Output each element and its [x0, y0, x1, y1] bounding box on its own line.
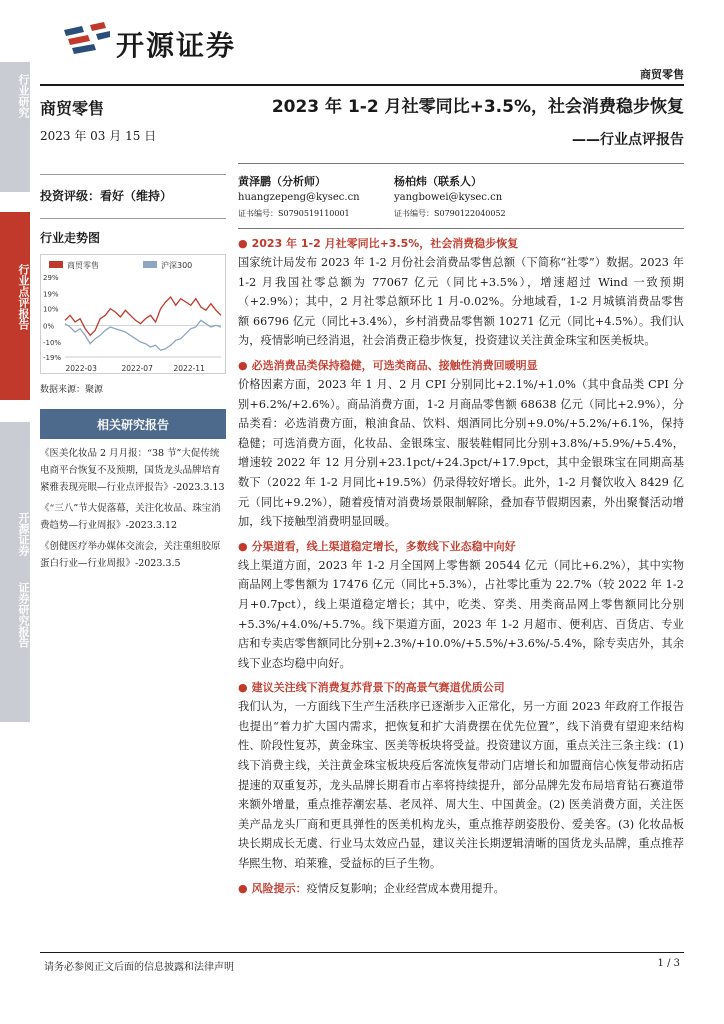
trend-chart-title: 行业走势图 — [40, 231, 101, 245]
industry-title: 商贸零售 — [40, 99, 105, 118]
x-tick-label: 2022-03 — [65, 364, 97, 373]
y-tick-label: 0% — [43, 322, 55, 331]
section-risk — [238, 880, 684, 898]
legend-swatch — [49, 261, 63, 268]
related-reports-list — [40, 445, 226, 572]
chart-source: 数据来源：聚源 — [40, 385, 104, 395]
risk-text: 疫情反复影响；企业经营成本费用提升。 — [306, 881, 505, 895]
section-categories — [238, 357, 684, 532]
investment-rating: 投资评级：看好（维持） — [40, 183, 226, 219]
side-label-company: 开源证券 — [17, 512, 30, 556]
bullet-icon: ● — [238, 681, 248, 695]
analyst-block — [238, 174, 684, 226]
company-logo-text: 开源证券 — [116, 29, 237, 62]
y-tick-label: -19% — [43, 354, 62, 362]
analyst-name: 黄泽鹏（分析师） — [238, 175, 326, 188]
bullet-icon: ● — [238, 237, 248, 250]
report-title: 2023 年 1-2 月社零同比+3.5%，社会消费稳步恢复 — [271, 97, 684, 117]
title-divider — [238, 163, 684, 164]
side-strip-bottom — [0, 422, 30, 722]
header-divider — [40, 84, 684, 86]
section-body: 线上渠道方面，2023 年 1-2 月全国网上零售额 20544 亿元（同比+6.2%），其中实物商品网上零售额为 17476 亿元（同比+5.3%），占社零比重为 22.7%（较 2022 年 1-2 月+0.7pct），线上渠道稳定增长；其中，吃类、穿类、用类商品网上零售额同比分别+5.3%/+4.0%/+5.7%。线下渠道方面，2023 年 1-2 月超市、便利店、百货店、专业店和专卖店零售额同比分别+2.3%/+10.0%/+5.5%/+3.6%/-5.4%，除专卖店外，其余线下业态均稳中向好。 — [238, 558, 684, 670]
report-subtitle: ——行业点评报告 — [572, 132, 684, 148]
analyst-cert: 证书编号：S0790519110001 — [238, 209, 350, 218]
header-category: 商贸零售 — [640, 68, 684, 81]
side-label-report-type: 行业点评报告 — [17, 264, 30, 330]
x-tick-label: 2022-07 — [121, 364, 153, 373]
section-channels — [238, 538, 684, 674]
bullet-icon: ● — [238, 539, 248, 553]
left-column — [40, 96, 226, 576]
series-line — [65, 297, 221, 335]
y-tick-label: 10% — [43, 305, 59, 314]
risk-notice — [238, 880, 684, 898]
section-body: 我们认为，一方面线下生产生活秩序已逐渐步入正常化，另一方面 2023 年政府工作报告也提出“着力扩大国内需求，把恢复和扩大消费摆在优先位置”，线下消费有望迎来结构性、阶段性复苏，黄金珠宝、医美等板块将受益。投资建议方面，重点关注三条主线：(1) 线下消费主线，关注黄金珠宝板块疫后客流恢复带动门店增长和加盟商信心恢复带动拓店提速的双重复苏，龙头品牌长期看市占率将持续提升，部分品牌先发布局培育钻石赛道带来额外增量，重点推荐潮宏基、老凤祥、周大生、中国黄金。(2) 医美消费方面，关注医美产品龙头厂商和更具弹性的医美机构龙头，重点推荐朗姿股份、爱美客。(3) 化妆品板块长期成长无虞、行业马太效应凸显，建议关注长期逻辑清晰的国货龙头品牌，重点推荐华熙生物、珀莱雅，受益标的巨子生物。 — [238, 700, 684, 871]
section-retail-sales — [238, 235, 684, 351]
page-number: 1 / 3 — [657, 958, 680, 969]
rating-divider — [40, 174, 226, 175]
side-label-research: 行业研究 — [17, 74, 30, 118]
side-label-securities-report: 证券研究报告 — [17, 582, 30, 648]
page-header — [0, 0, 724, 86]
analyst-primary — [238, 174, 360, 222]
y-tick-label: -10% — [43, 339, 62, 347]
side-strip — [0, 62, 30, 962]
bullet-icon: ● — [238, 881, 248, 895]
analyst-contact — [394, 174, 506, 222]
footer-divider — [40, 952, 684, 953]
section-recommendation — [238, 679, 684, 873]
analyst-divider — [238, 228, 684, 229]
section-heading: ● 2023 年 1-2 月社零同比+3.5%，社会消费稳步恢复 — [238, 237, 519, 250]
analyst-email[interactable]: huangzepeng@kysec.cn — [238, 192, 360, 203]
related-report-item[interactable]: 《“三八”节大促落幕，关注化妆品、珠宝消费趋势—行业周报》-2023.3.12 — [40, 503, 221, 531]
y-tick-label: 29% — [43, 274, 59, 282]
analyst-name: 杨柏炜（联系人） — [394, 175, 482, 188]
analyst-cert: 证书编号：S0790122040052 — [394, 209, 506, 218]
company-logo-icon — [60, 22, 112, 62]
related-report-item[interactable]: 《创健医疗举办媒体交流会，关注重组胶原蛋白行业—行业周报》-2023.3.5 — [40, 541, 221, 569]
report-date: 2023 年 03 月 15 日 — [40, 129, 157, 143]
legend-swatch — [143, 261, 157, 268]
series-line — [65, 320, 221, 350]
analyst-email[interactable]: yangbowei@kysec.cn — [394, 192, 503, 203]
footer-disclaimer: 请务必参阅正文后面的信息披露和法律声明 — [44, 962, 234, 973]
risk-label: 风险提示： — [251, 881, 307, 895]
legend-label: 沪深300 — [161, 261, 193, 270]
trend-chart-svg — [41, 255, 227, 375]
y-tick-label: 19% — [43, 290, 59, 299]
trend-chart — [40, 254, 226, 374]
section-heading: ● 必选消费品类保持稳健，可选类商品、接触性消费回暖明显 — [238, 358, 538, 372]
main-column — [238, 92, 684, 898]
section-body: 价格因素方面，2023 年 1 月、2 月 CPI 分别同比+2.1%/+1.0%（其中食品类 CPI 分别+6.2%/+2.6%）。商品消费方面，1-2 月商品零售额 68638 亿元（同比+2.9%），分品类看：必选消费方面，粮油食品、饮料、烟酒同比分别+9.0%/+5.2%/+6.1%，保持稳健；可选消费方面，化妆品、金银珠宝、服装鞋帽同比分别+3.8%/+5.9%/+5.4%，增速较 2022 年 12 月分别+23.1pct/+24.3pct/+17.9pct，其中金银珠宝在同期高基数下（2022 年 1-2 月同比+19.5%）仍录得较好增长。此外，1-2 月餐饮收入 8429 亿元（同比+9.2%），随着疫情对消费场景限制解除，叠加春节假期因素，外出聚餐活动增加，线下接触型消费明显回暖。 — [238, 377, 684, 529]
section-body: 国家统计局发布 2023 年 1-2 月份社会消费品零售总额（下简称“社零”）数据。2023 年 1-2 月我国社零总额为 77067 亿元（同比+3.5%），增速超过 Wind 一致预期（+2.9%）；其中，2 月社零总额环比 1 月-0.02%。分地域看，1-2 月城镇消费品零售额 66796 亿元（同比+3.4%），乡村消费品零售额 10271 亿元（同比+4.5%）。我们认为，疫情影响已经消退，社会消费正稳步恢复，投资建议关注黄金珠宝和医美板块。 — [238, 256, 684, 348]
related-reports-header: 相关研究报告 — [40, 409, 226, 439]
section-heading: ● 建议关注线下消费复苏背景下的高景气赛道优质公司 — [238, 681, 505, 695]
legend-label: 商贸零售 — [67, 261, 99, 270]
bullet-icon: ● — [238, 358, 248, 372]
related-report-item[interactable]: 《医美化妆品 2 月月报：“38 节”大促传统电商平台恢复不及预期，国货龙头品牌培育紧雅表现亮眼—行业点评报告》-2023.3.13 — [40, 448, 225, 493]
section-heading: ● 分渠道看，线上渠道稳定增长，多数线下业态稳中向好 — [238, 539, 516, 553]
x-tick-label: 2022-11 — [173, 364, 205, 373]
